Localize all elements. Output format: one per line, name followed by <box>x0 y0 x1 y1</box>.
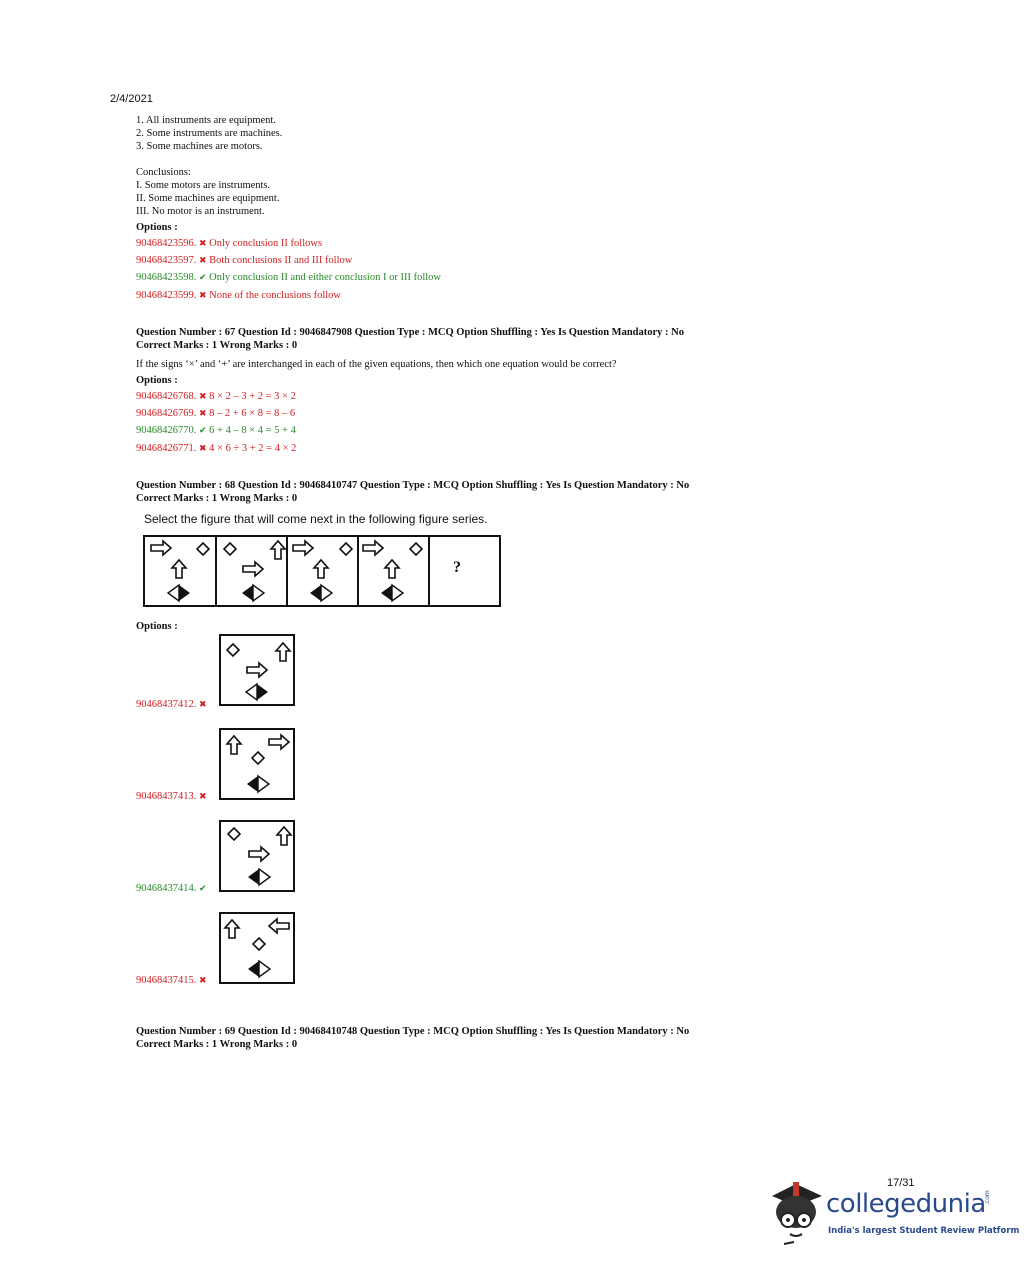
wrong-mark-icon: ✖ <box>199 239 207 249</box>
q68-options-label: Options : <box>136 621 178 632</box>
q67-header <box>136 326 684 352</box>
brand-tagline: India's largest Student Review Platform <box>828 1226 1020 1236</box>
option-id: 90468426770. <box>136 425 197 436</box>
question-marks: Correct Marks : 1 Wrong Marks : 0 <box>136 340 298 351</box>
option-text: 8 – 2 + 6 × 8 = 8 – 6 <box>209 408 296 419</box>
conclusion: III. No motor is an instrument. <box>136 206 265 217</box>
wrong-mark-icon: ✖ <box>199 976 207 986</box>
option-id: 90468437414. <box>136 883 197 894</box>
wrong-mark-icon: ✖ <box>199 409 207 419</box>
check-mark-icon: ✔ <box>199 273 207 283</box>
q68-option-1[interactable] <box>136 699 207 710</box>
option-text: None of the conclusions follow <box>209 290 341 301</box>
option-figure-2[interactable] <box>219 728 295 800</box>
statement: 1. All instruments are equipment. <box>136 115 276 126</box>
conclusion: I. Some motors are instruments. <box>136 180 271 191</box>
q66-option-2[interactable] <box>136 255 352 266</box>
option-id: 90468437412. <box>136 699 197 710</box>
page-number: 17/31 <box>887 1177 915 1189</box>
question-header: Question Number : 69 Question Id : 90468410748 Question Type : MCQ Option Shuffling : Yes Is Question Mandatory : No <box>136 1026 690 1037</box>
option-id: 90468423596. <box>136 238 197 249</box>
option-id: 90468423598. <box>136 272 197 283</box>
option-id: 90468437415. <box>136 975 197 986</box>
wrong-mark-icon: ✖ <box>199 700 207 710</box>
q67-option-1[interactable] <box>136 391 296 402</box>
brand-logo-text: collegedunia <box>826 1189 986 1219</box>
question-marks: Correct Marks : 1 Wrong Marks : 0 <box>136 493 298 504</box>
option-figure-1-drawing <box>221 636 297 708</box>
wrong-mark-icon: ✖ <box>199 256 207 266</box>
q67-question: If the signs ‘×’ and ‘+’ are interchanged in each of the given equations, then which one equation would be correct? <box>136 359 617 370</box>
q67-option-4[interactable] <box>136 443 296 454</box>
q69-header <box>136 1025 689 1051</box>
option-figure-4[interactable] <box>219 912 295 984</box>
q66-statements <box>136 114 282 153</box>
q68-option-3[interactable] <box>136 883 207 894</box>
option-id: 90468437413. <box>136 791 197 802</box>
check-mark-icon: ✔ <box>199 426 207 436</box>
option-id: 90468423597. <box>136 255 197 266</box>
wrong-mark-icon: ✖ <box>199 792 207 802</box>
q67-option-3[interactable] <box>136 425 296 436</box>
wrong-mark-icon: ✖ <box>199 444 207 454</box>
figure-series <box>143 535 501 607</box>
question-marks: Correct Marks : 1 Wrong Marks : 0 <box>136 1039 298 1050</box>
option-text: Both conclusions II and III follow <box>209 255 353 266</box>
question-header: Question Number : 68 Question Id : 90468410747 Question Type : MCQ Option Shuffling : Yes Is Question Mandatory : No <box>136 480 690 491</box>
statement: 3. Some machines are motors. <box>136 141 263 152</box>
page-date: 2/4/2021 <box>110 93 153 105</box>
option-text: 4 × 6 ÷ 3 + 2 = 4 × 2 <box>209 443 297 454</box>
q68-option-4[interactable] <box>136 975 207 986</box>
option-figure-3[interactable] <box>219 820 295 892</box>
q66-conclusions <box>136 166 279 218</box>
option-text: 6 + 4 – 8 × 4 = 5 + 4 <box>209 425 296 436</box>
brand-suffix: .com <box>984 1190 991 1205</box>
q67-options-label: Options : <box>136 375 178 386</box>
option-figure-2-drawing <box>221 730 297 802</box>
option-figure-4-drawing <box>221 914 297 986</box>
statement: 2. Some instruments are machines. <box>136 128 283 139</box>
q68-header <box>136 479 689 505</box>
option-text: Only conclusion II follows <box>209 238 323 249</box>
figure-series-drawing <box>143 535 501 607</box>
option-figure-3-drawing <box>221 822 297 894</box>
q67-option-2[interactable] <box>136 408 295 419</box>
question-header: Question Number : 67 Question Id : 9046847908 Question Type : MCQ Option Shuffling : Yes Is Question Mandatory : No <box>136 327 684 338</box>
option-id: 90468423599. <box>136 290 197 301</box>
wrong-mark-icon: ✖ <box>199 392 207 402</box>
option-figure-1[interactable] <box>219 634 295 706</box>
option-id: 90468426771. <box>136 443 197 454</box>
q68-option-2[interactable] <box>136 791 207 802</box>
q66-option-3[interactable] <box>136 272 441 283</box>
option-id: 90468426769. <box>136 408 197 419</box>
conclusion: II. Some machines are equipment. <box>136 193 280 204</box>
q68-question: Select the figure that will come next in the following figure series. <box>144 512 488 526</box>
next-figure-question-mark: ? <box>453 559 461 576</box>
wrong-mark-icon: ✖ <box>199 291 207 301</box>
q66-option-4[interactable] <box>136 290 341 301</box>
option-text: Only conclusion II and either conclusion I or III follow <box>209 272 441 283</box>
q66-options-label: Options : <box>136 222 178 233</box>
conclusions-label: Conclusions: <box>136 167 191 178</box>
option-text: 8 × 2 – 3 + 2 = 3 × 2 <box>209 391 296 402</box>
option-id: 90468426768. <box>136 391 197 402</box>
q66-option-1[interactable] <box>136 238 322 249</box>
mascot-icon <box>766 1178 828 1248</box>
check-mark-icon: ✔ <box>199 884 207 894</box>
